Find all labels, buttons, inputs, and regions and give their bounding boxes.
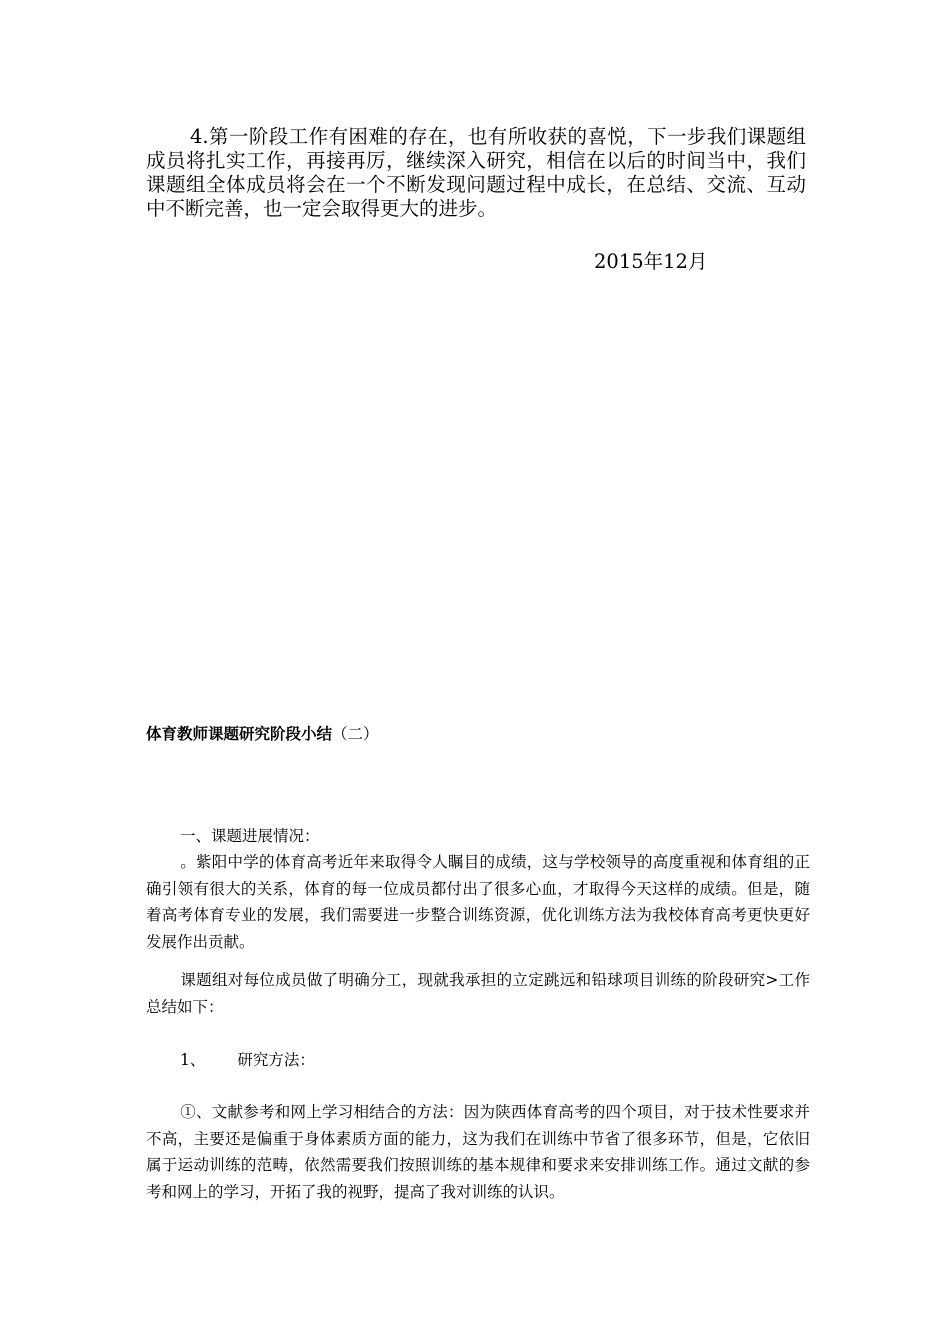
section-1-paragraph: [146, 849, 810, 955]
section-1-heading: [146, 823, 810, 850]
division-paragraph-text: 课题组对每位成员做了明确分工，现就我承担的立定跳远和铅球项目训练的阶段研究>工作总结如下：: [146, 971, 810, 1016]
division-paragraph: [146, 967, 810, 1020]
section-1-heading-text: 一、课题进展情况：: [180, 827, 320, 845]
title-suffix: （二）: [332, 725, 379, 743]
title-text: 体育教师课题研究阶段小结: [146, 725, 333, 743]
document-title: [146, 723, 379, 745]
date-line: 2015年12月: [594, 250, 708, 273]
paragraph-4: [146, 125, 806, 221]
method-1-paragraph-text: ①、文献参考和网上学习相结合的方法：因为陕西体育高考的四个项目，对于技术性要求并不高，主要还是偏重于身体素质方面的能力，这为我们在训练中节省了很多环节，但是，它依旧属于运动训练的范畴，依然需要我们按照训练的基本规律和要求来安排训练工作。通过文献的参考和网上的学习，开拓了我的视野，提高了我对训练的认识。: [146, 1103, 810, 1201]
method-heading: [146, 1047, 810, 1074]
section-1-paragraph-text: 。紫阳中学的体育高考近年来取得令人瞩目的成绩，这与学校领导的高度重视和体育组的正确引领有很大的关系，体育的每一位成员都付出了很多心血，才取得今天这样的成绩。但是，随着高考体育专业的发展，我们需要进一步整合训练资源，优化训练方法为我校体育高考更快更好发展作出贡献。: [146, 853, 810, 951]
method-1-paragraph: [146, 1099, 810, 1205]
paragraph-4-text: 4.第一阶段工作有困难的存在，也有所收获的喜悦，下一步我们课题组成员将扎实工作，再接再厉，继续深入研究，相信在以后的时间当中，我们课题组全体成员将会在一个不断发现问题过程中成长，在总结、交流、互动中不断完善，也一定会取得更大的进步。: [146, 125, 806, 220]
method-heading-number: 1、: [180, 1051, 206, 1069]
method-heading-text: 研究方法：: [237, 1051, 315, 1069]
